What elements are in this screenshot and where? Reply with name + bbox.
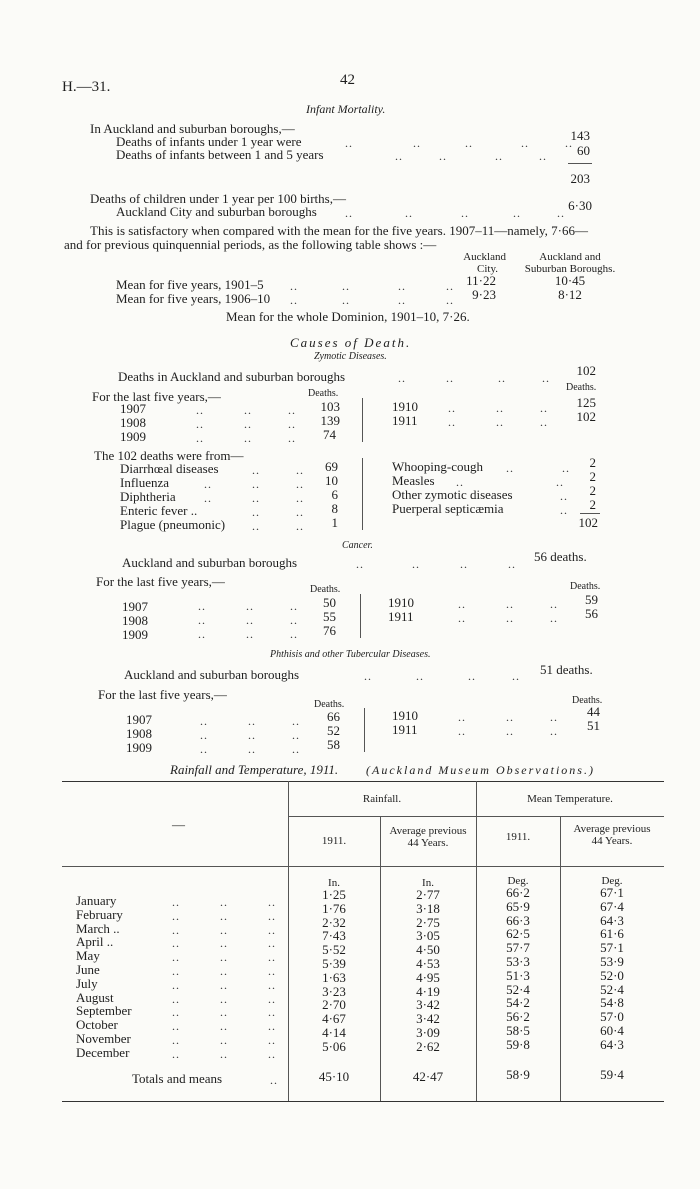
col-header: Average previous bbox=[573, 823, 651, 835]
deaths-label: Deaths. bbox=[310, 584, 341, 595]
deaths-label: Deaths. bbox=[570, 581, 601, 592]
leader-dots: .. .. .. bbox=[196, 403, 296, 417]
month-label: March .. bbox=[76, 920, 120, 936]
totals-label: Totals and means bbox=[132, 1071, 223, 1086]
col-header: Average previous bbox=[389, 825, 467, 837]
month-label: October bbox=[76, 1017, 118, 1033]
table-cell: 3·23 bbox=[322, 983, 346, 999]
unit-label: Deg. bbox=[507, 875, 529, 887]
month-label: September bbox=[76, 1003, 132, 1019]
leader-dots: .. .. .. bbox=[200, 728, 300, 742]
leader-dots: .. .. .. .. .. bbox=[345, 206, 565, 220]
year-value: 52 bbox=[327, 723, 340, 738]
table-cell: 58·5 bbox=[506, 1023, 530, 1038]
year-label: 1911 bbox=[388, 609, 414, 624]
leader-dots: .. .. bbox=[506, 461, 570, 475]
mean-city: 9·23 bbox=[472, 287, 496, 302]
table-cell: 3·05 bbox=[416, 928, 440, 944]
group-header: Rainfall. bbox=[362, 793, 402, 805]
last-five-label: For the last five years,— bbox=[98, 687, 227, 702]
leader-dots: .. .. .. bbox=[448, 415, 548, 429]
infant-total: 203 bbox=[570, 171, 590, 186]
year-label: 1907 bbox=[122, 599, 148, 614]
mean-suburban: 10·45 bbox=[554, 273, 586, 288]
table-cell: 3·42 bbox=[416, 1011, 440, 1027]
page-number: 42 bbox=[340, 72, 355, 88]
cause-label: Plague (pneumonic) bbox=[120, 517, 226, 532]
year-value: 76 bbox=[323, 623, 336, 638]
cancer-subheading: Cancer. bbox=[342, 540, 373, 551]
column-divider bbox=[362, 458, 363, 530]
table-cell: 51·3 bbox=[506, 967, 530, 983]
cause-label: Other zymotic diseases bbox=[392, 487, 513, 502]
year-value: 55 bbox=[323, 609, 336, 624]
column-divider bbox=[364, 708, 365, 752]
table-cell: 64·3 bbox=[600, 1036, 624, 1052]
month-label: July bbox=[76, 975, 98, 991]
table-cell: 4·67 bbox=[322, 1011, 346, 1027]
table-cell: 4·50 bbox=[416, 942, 440, 958]
table-cell: 2·75 bbox=[416, 914, 440, 930]
leader-dots: .. .. .. bbox=[458, 597, 558, 611]
phthisis-total-value: 51 deaths. bbox=[540, 662, 593, 677]
deaths-label: Deaths. bbox=[566, 382, 597, 393]
last-five-label: For the last five years,— bbox=[96, 574, 225, 589]
breakdown-intro: The 102 deaths were from— bbox=[94, 448, 244, 463]
year-value: 44 bbox=[587, 704, 600, 719]
table-title-note: (Auckland Museum Observations.) bbox=[366, 763, 595, 777]
mean-row-label: Mean for five years, 1901–5 bbox=[116, 277, 264, 292]
cause-value: 2 bbox=[589, 497, 596, 512]
table-cell: 60·4 bbox=[600, 1023, 624, 1038]
year-label: 1910 bbox=[392, 399, 418, 414]
total-rule bbox=[580, 513, 600, 514]
leader-dots: .. .. .. .. .. bbox=[345, 136, 573, 150]
table-cell: 56·2 bbox=[506, 1009, 530, 1025]
year-label: 1909 bbox=[126, 740, 152, 755]
cancer-total-label: Auckland and suburban boroughs bbox=[122, 555, 298, 570]
table-cell: 1·76 bbox=[322, 900, 346, 916]
table-top-rule bbox=[62, 781, 664, 782]
mean-row-label: Mean for five years, 1906–10 bbox=[116, 291, 271, 306]
table-title: Rainfall and Temperature, 1911. bbox=[170, 762, 339, 777]
table-cell: 52·4 bbox=[506, 981, 530, 997]
dominion-mean: Mean for the whole Dominion, 1901–10, 7·26. bbox=[226, 309, 470, 324]
leader-dots: .. .. .. bbox=[172, 1033, 276, 1047]
year-value: 66 bbox=[327, 709, 340, 724]
report-id: H.—31. bbox=[62, 79, 111, 95]
table-cell: 2·32 bbox=[322, 914, 346, 930]
leader-dots: .. .. .. bbox=[196, 417, 296, 431]
group-header: Mean Temperature. bbox=[527, 793, 613, 805]
infant-mortality-heading: Infant Mortality. bbox=[306, 102, 386, 116]
infant-row-label: Deaths of infants under 1 year were bbox=[116, 134, 302, 149]
table-bottom-rule bbox=[62, 1101, 664, 1102]
table-cell: 5·39 bbox=[322, 956, 346, 971]
leader-dots: .. .. .. bbox=[172, 895, 276, 909]
table-cell: 2·77 bbox=[416, 887, 440, 902]
totals-value: 59·4 bbox=[600, 1067, 624, 1082]
table-cell: 2·62 bbox=[416, 1038, 440, 1054]
table-cell: 3·42 bbox=[416, 997, 440, 1013]
col-header: 44 Years. bbox=[407, 837, 449, 849]
cause-value: 2 bbox=[589, 483, 596, 498]
col-header: Auckland and bbox=[539, 251, 601, 263]
leader-dots: .. .. bbox=[252, 505, 304, 519]
stub-header: — bbox=[172, 817, 185, 832]
year-value: 103 bbox=[320, 399, 340, 414]
table-cell: 64·3 bbox=[600, 912, 624, 928]
deaths-label: Deaths. bbox=[308, 388, 339, 399]
phthisis-subheading: Phthisis and other Tubercular Diseases. bbox=[270, 649, 431, 660]
col-header: 1911. bbox=[321, 835, 347, 847]
leader-dots: .. .. .. bbox=[172, 1046, 276, 1061]
leader-dots: .. .. bbox=[252, 519, 304, 533]
table-cell: 57·7 bbox=[506, 940, 530, 956]
zymotic-total-value: 102 bbox=[576, 363, 596, 378]
table-cell: 59·8 bbox=[506, 1036, 530, 1052]
year-label: 1908 bbox=[122, 613, 148, 628]
unit-label: Deg. bbox=[601, 875, 623, 887]
zymotic-total-label: Deaths in Auckland and suburban boroughs bbox=[118, 369, 346, 384]
table-cell: 57·1 bbox=[600, 940, 624, 956]
deaths-label: Deaths. bbox=[314, 699, 345, 710]
totals-value: 42·47 bbox=[412, 1069, 444, 1084]
unit-label: In. bbox=[422, 877, 434, 889]
year-label: 1908 bbox=[120, 415, 146, 430]
column-divider bbox=[360, 594, 361, 638]
table-rule bbox=[62, 866, 664, 867]
totals-value: 45·10 bbox=[318, 1069, 350, 1084]
cause-value: 6 bbox=[331, 487, 338, 502]
leader-dots: .. .. .. bbox=[172, 936, 276, 951]
year-label: 1910 bbox=[388, 595, 414, 610]
year-value: 51 bbox=[587, 718, 600, 733]
leader-dots: .. .. .. .. bbox=[395, 149, 547, 163]
year-label: 1909 bbox=[122, 627, 148, 642]
leader-dots: .. .. .. .. bbox=[290, 293, 454, 307]
infant-row-label: Deaths of infants between 1 and 5 years bbox=[116, 147, 324, 162]
table-cell: 67·1 bbox=[600, 885, 624, 900]
leader-dots: .. .. .. bbox=[172, 922, 276, 937]
phthisis-total-label: Auckland and suburban boroughs bbox=[124, 667, 300, 682]
para-line: This is satisfactory when compared with the mean for the five years. 1907–11—namely, 7·66— bbox=[90, 223, 588, 238]
cause-value: 69 bbox=[325, 459, 338, 474]
month-label: November bbox=[76, 1031, 131, 1046]
table-cell: 54·8 bbox=[600, 995, 624, 1011]
infant-intro: In Auckland and suburban boroughs,— bbox=[90, 121, 295, 136]
last-five-label: For the last five years,— bbox=[92, 389, 221, 404]
cause-label: Measles bbox=[392, 473, 435, 488]
leader-dots: .. .. .. .. bbox=[290, 279, 454, 293]
leader-dots: .. .. .. bbox=[448, 401, 548, 415]
year-label: 1907 bbox=[120, 401, 146, 416]
unit-label: In. bbox=[328, 877, 340, 889]
zymotic-subheading: Zymotic Diseases. bbox=[314, 351, 387, 362]
cause-value: 2 bbox=[589, 469, 596, 484]
month-label: February bbox=[76, 906, 123, 922]
table-cell: 54·2 bbox=[506, 995, 530, 1011]
month-label: August bbox=[76, 989, 114, 1005]
leader-dots: .. bbox=[270, 1073, 278, 1087]
mean-city: 11·22 bbox=[466, 273, 496, 288]
table-cell: 3·09 bbox=[416, 1025, 440, 1040]
year-label: 1910 bbox=[392, 708, 418, 723]
leader-dots: .. .. .. bbox=[204, 491, 304, 505]
leader-dots: .. .. .. bbox=[200, 714, 300, 728]
year-value: 59 bbox=[585, 592, 598, 607]
table-cell: 4·95 bbox=[416, 969, 440, 985]
table-cell: 62·5 bbox=[506, 926, 530, 942]
table-cell: 53·9 bbox=[600, 954, 624, 969]
totals-value: 58·9 bbox=[506, 1067, 530, 1082]
cancer-total-value: 56 deaths. bbox=[534, 549, 587, 564]
column-divider bbox=[362, 398, 363, 442]
cause-value: 10 bbox=[325, 473, 338, 488]
year-label: 1907 bbox=[126, 712, 152, 727]
table-cell: 5·06 bbox=[322, 1038, 346, 1054]
leader-dots: .. .. bbox=[252, 463, 304, 477]
table-cell: 61·6 bbox=[600, 926, 624, 942]
total-rule bbox=[568, 163, 592, 164]
leader-dots: .. .. .. bbox=[204, 477, 304, 491]
month-label: January bbox=[76, 893, 117, 908]
month-label: May bbox=[76, 948, 100, 964]
col-header: Auckland bbox=[463, 251, 506, 263]
leader-dots: .. .. .. bbox=[172, 991, 276, 1006]
leader-dots: .. .. .. bbox=[458, 724, 558, 738]
cause-label: Influenza bbox=[120, 475, 170, 490]
table-rule bbox=[288, 816, 664, 817]
table-cell: 53·3 bbox=[506, 954, 530, 969]
table-cell: 57·0 bbox=[600, 1009, 624, 1025]
table-cell: 66·2 bbox=[506, 885, 530, 900]
col-header: 1911. bbox=[505, 831, 531, 843]
col-header: City. bbox=[477, 263, 498, 275]
infant-row-value: 60 bbox=[577, 143, 590, 158]
leader-dots: .. .. .. bbox=[196, 431, 296, 445]
table-cell: 52·4 bbox=[600, 981, 624, 997]
month-label: June bbox=[76, 962, 100, 977]
table-cell: 7·43 bbox=[322, 928, 346, 944]
cause-label: Puerperal septicæmia bbox=[392, 501, 504, 516]
year-value: 102 bbox=[576, 409, 596, 424]
year-value: 74 bbox=[323, 427, 336, 442]
year-label: 1911 bbox=[392, 413, 418, 428]
para-line: and for previous quinquennial periods, as the following table shows :— bbox=[64, 237, 437, 252]
col-header: Suburban Boroughs. bbox=[524, 263, 616, 275]
col-header: 44 Years. bbox=[591, 835, 633, 847]
table-cell: 4·14 bbox=[322, 1025, 346, 1040]
table-cell: 5·52 bbox=[322, 942, 346, 958]
table-cell: 4·53 bbox=[416, 956, 440, 971]
leader-dots: .. .. .. bbox=[172, 908, 276, 923]
year-value: 125 bbox=[576, 395, 596, 410]
leader-dots: .. .. .. bbox=[172, 950, 276, 965]
table-cell: 1·25 bbox=[322, 887, 346, 902]
cause-label: Enteric fever .. bbox=[120, 503, 198, 518]
cause-label: Diphtheria bbox=[120, 489, 176, 504]
table-cell: 1·63 bbox=[322, 969, 346, 985]
year-label: 1911 bbox=[392, 722, 418, 737]
month-label: April .. bbox=[76, 934, 114, 950]
table-cell: 52·0 bbox=[600, 967, 624, 983]
leader-dots: .. .. .. .. bbox=[364, 669, 520, 683]
infant-row-value: 143 bbox=[570, 128, 590, 143]
leader-dots: .. .. .. bbox=[198, 627, 298, 641]
breakdown-total: 102 bbox=[578, 515, 598, 530]
table-cell: 67·4 bbox=[600, 898, 624, 914]
leader-dots: .. bbox=[560, 489, 568, 503]
leader-dots: .. .. .. bbox=[172, 964, 276, 978]
cause-value: 1 bbox=[331, 515, 338, 530]
leader-dots: .. .. .. bbox=[198, 613, 298, 627]
rate-intro: Deaths of children under 1 year per 100 births,— bbox=[90, 191, 346, 206]
rate-label: Auckland City and suburban boroughs bbox=[116, 204, 317, 219]
leader-dots: .. .. bbox=[456, 475, 564, 489]
leader-dots: .. bbox=[560, 503, 568, 517]
cause-label: Whooping-cough bbox=[392, 459, 483, 474]
leader-dots: .. .. .. bbox=[458, 611, 558, 625]
year-value: 139 bbox=[320, 413, 340, 428]
rate-value: 6·30 bbox=[568, 198, 592, 213]
mean-suburban: 8·12 bbox=[558, 287, 582, 302]
leader-dots: .. .. .. bbox=[172, 1005, 276, 1020]
leader-dots: .. .. .. bbox=[200, 742, 300, 756]
table-cell: 66·3 bbox=[506, 912, 530, 928]
year-label: 1909 bbox=[120, 429, 146, 444]
leader-dots: .. .. .. .. bbox=[356, 557, 516, 571]
table-cell: 2·70 bbox=[322, 997, 346, 1013]
leader-dots: .. .. .. bbox=[458, 710, 558, 724]
table-cell: 4·19 bbox=[416, 983, 440, 999]
leader-dots: .. .. .. .. bbox=[398, 371, 550, 385]
cause-value: 8 bbox=[331, 501, 338, 516]
year-label: 1908 bbox=[126, 726, 152, 741]
cause-value: 2 bbox=[589, 455, 596, 470]
deaths-label: Deaths. bbox=[572, 695, 603, 706]
leader-dots: .. .. .. bbox=[172, 977, 276, 992]
year-value: 58 bbox=[327, 737, 340, 752]
table-cell: 65·9 bbox=[506, 898, 530, 914]
year-value: 50 bbox=[323, 595, 336, 610]
causes-heading: Causes of Death. bbox=[290, 335, 412, 350]
year-value: 56 bbox=[585, 606, 598, 621]
leader-dots: .. .. .. bbox=[198, 599, 298, 613]
leader-dots: .. .. .. bbox=[172, 1019, 276, 1034]
month-label: December bbox=[76, 1044, 130, 1060]
cause-label: Diarrhœal diseases bbox=[120, 461, 219, 476]
table-cell: 3·18 bbox=[416, 900, 440, 916]
